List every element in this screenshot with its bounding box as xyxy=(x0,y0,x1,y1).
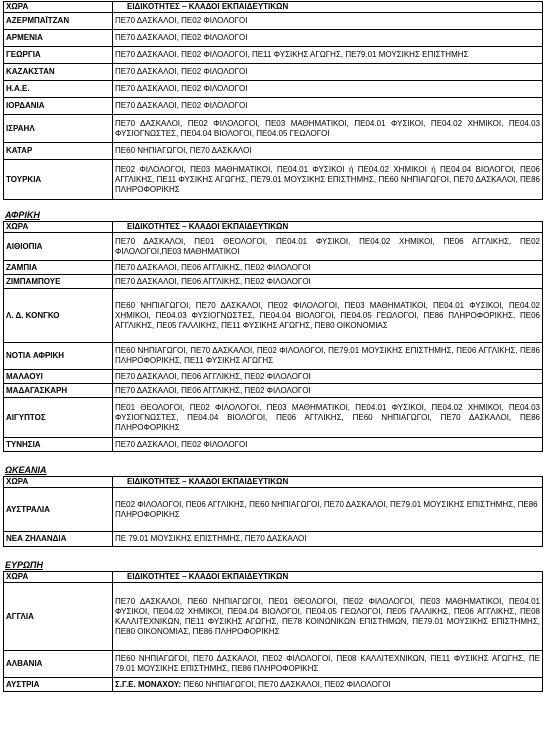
specialties-cell: ΠΕ02 ΦΙΛΟΛΟΓΟΙ, ΠΕ03 ΜΑΘΗΜΑΤΙΚΟΙ, ΠΕ04.01 ΦΥΣΙΚΟΙ ή ΠΕ04.02 ΧΗΜΙΚΟΙ ή ΠΕ04.04 ΒΙΟΛΟΓΟΙ, ΠΕ06 ΑΓΓΛΙΚΗΣ, ΠΕ11 ΦΥΣΙΚΗΣ ΑΓΩΓΗΣ, ΠΕ79.01 ΜΟΥΣΙΚΗΣ ΕΠΙΣΤΗΜΗΣ, ΠΕ60 ΝΗΠΙΑΓΩΓΟΙ, ΠΕ70 ΔΑΣΚΑΛΟΙ, ΠΕ86 ΠΛΗΡΟΦΟΡΙΚΗΣ xyxy=(113,160,543,200)
country-cell: ΑΥΣΤΡΙΑ xyxy=(4,678,113,692)
document-page xyxy=(3,1,543,692)
country-cell: ΝΕΑ ΖΗΛΑΝΔΙΑ xyxy=(4,532,113,547)
country-cell: ΖΑΜΠΙΑ xyxy=(4,261,113,275)
table-row xyxy=(4,532,543,547)
specialties-cell: ΠΕ01 ΘΕΟΛΟΓΟΙ, ΠΕ02 ΦΙΛΟΛΟΓΟΙ, ΠΕ03 ΜΑΘΗΜΑΤΙΚΟΙ, ΠΕ04.01 ΦΥΣΙΚΟΙ, ΠΕ04.02 ΧΗΜΙΚΟΙ, ΠΕ04.03 ΦΥΣΙΟΓΝΩΣΤΕΣ, ΠΕ04.04 ΒΙΟΛΟΓΟΙ, ΠΕ06 ΑΓΓΛΙΚΗΣ, ΠΕ60 ΝΗΠΙΑΓΩΓΟΙ, ΠΕ70 ΔΑΣΚΑΛΟΙ, ΠΕ86 ΠΛΗΡΟΦΟΡΙΚΗΣ xyxy=(113,398,543,438)
table-row xyxy=(4,651,543,678)
country-cell: ΜΑΛΑΟΥΙ xyxy=(4,370,113,384)
table-row xyxy=(4,398,543,438)
country-cell: ΜΑΔΑΓΑΣΚΑΡΗ xyxy=(4,384,113,398)
specialties-cell: ΠΕ70 ΔΑΣΚΑΛΟΙ, ΠΕ02 ΦΙΛΟΛΟΓΟΙ, ΠΕ11 ΦΥΣΙΚΗΣ ΑΓΩΓΗΣ, ΠΕ79.01 ΜΟΥΣΙΚΗΣ ΕΠΙΣΤΗΜΗΣ xyxy=(113,47,543,64)
country-cell: Λ. Δ. ΚΟΝΓΚΟ xyxy=(4,289,113,343)
country-cell: ΙΣΡΑΗΛ xyxy=(4,115,113,143)
specialties-cell: ΠΕ70 ΔΑΣΚΑΛΟΙ, ΠΕ02 ΦΙΛΟΛΟΓΟΙ xyxy=(113,81,543,98)
country-cell: ΑΙΘΙΟΠΙΑ xyxy=(4,233,113,261)
header-country: ΧΩΡΑ xyxy=(4,477,113,488)
specialties-cell: ΠΕ70 ΔΑΣΚΑΛΟΙ, ΠΕ02 ΦΙΛΟΛΟΓΟΙ xyxy=(113,30,543,47)
table-row xyxy=(4,261,543,275)
country-cell: ΤΟΥΡΚΙΑ xyxy=(4,160,113,200)
table-row xyxy=(4,143,543,160)
region-title-europe: ΕΥΡΩΠΗ xyxy=(5,560,43,570)
table-row xyxy=(4,488,543,532)
country-cell: ΑΖΕΡΜΠΑΪΤΖΑΝ xyxy=(4,13,113,30)
specialties-cell: ΠΕ 79.01 ΜΟΥΣΙΚΗΣ ΕΠΙΣΤΗΜΗΣ, ΠΕ70 ΔΑΣΚΑΛΟΙ xyxy=(113,532,543,547)
country-cell: ΓΕΩΡΓΙΑ xyxy=(4,47,113,64)
table-row xyxy=(4,64,543,81)
region-title-africa: ΑΦΡΙΚΗ xyxy=(5,210,40,220)
table-row xyxy=(4,384,543,398)
specialties-cell xyxy=(113,678,543,692)
header-specialties: ΕΙΔΙΚΟΤΗΤΕΣ – ΚΛΑΔΟΙ ΕΚΠΑΙΔΕΥΤΙΚΩΝ xyxy=(113,477,543,488)
specialties-table xyxy=(3,476,543,547)
table-row xyxy=(4,438,543,452)
country-cell: ΑΥΣΤΡΑΛΙΑ xyxy=(4,488,113,532)
table-row xyxy=(4,343,543,370)
specialties-table xyxy=(3,221,543,452)
table-header-row xyxy=(4,2,543,13)
table-row xyxy=(4,81,543,98)
specialties-cell: ΠΕ70 ΔΑΣΚΑΛΟΙ, ΠΕ06 ΑΓΓΛΙΚΗΣ, ΠΕ02 ΦΙΛΟΛΟΓΟΙ xyxy=(113,384,543,398)
table-row xyxy=(4,47,543,64)
specialties-cell: ΠΕ70 ΔΑΣΚΑΛΟΙ, ΠΕ02 ΦΙΛΟΛΟΓΟΙ xyxy=(113,438,543,452)
specialties-cell: ΠΕ60 ΝΗΠΙΑΓΩΓΟΙ, ΠΕ70 ΔΑΣΚΑΛΟΙ, ΠΕ02 ΦΙΛΟΛΟΓΟΙ, ΠΕ79.01 ΜΟΥΣΙΚΗΣ ΕΠΙΣΤΗΜΗΣ, ΠΕ06 ΑΓΓΛΙΚΗΣ, ΠΕ86 ΠΛΗΡΟΦΟΡΙΚΗΣ, ΠΕ11 ΦΥΣΙΚΗΣ ΑΓΩΓΗΣ xyxy=(113,343,543,370)
specialties-table xyxy=(3,1,543,200)
country-cell: ΙΟΡΔΑΝΙΑ xyxy=(4,98,113,115)
country-cell: ΑΓΓΛΙΑ xyxy=(4,583,113,651)
specialties-cell: ΠΕ70 ΔΑΣΚΑΛΟΙ, ΠΕ02 ΦΙΛΟΛΟΓΟΙ, ΠΕ03 ΜΑΘΗΜΑΤΙΚΟΙ, ΠΕ04.01 ΦΥΣΙΚΟΙ, ΠΕ04.02 ΧΗΜΙΚΟΙ, ΠΕ04.03 ΦΥΣΙΟΓΝΩΣΤΕΣ, ΠΕ04.04 ΒΙΟΛΟΓΟΙ, ΠΕ04.05 ΓΕΩΛΟΓΟΙ xyxy=(113,115,543,143)
header-specialties: ΕΙΔΙΚΟΤΗΤΕΣ – ΚΛΑΔΟΙ ΕΚΠΑΙΔΕΥΤΙΚΩΝ xyxy=(113,2,543,13)
specialties-text: ΠΕ60 ΝΗΠΙΑΓΩΓΟΙ, ΠΕ70 ΔΑΣΚΑΛΟΙ, ΠΕ02 ΦΙΛΟΛΟΓΟΙ xyxy=(181,679,391,689)
table-row xyxy=(4,678,543,692)
specialties-cell: ΠΕ70 ΔΑΣΚΑΛΟΙ, ΠΕ60 ΝΗΠΙΑΓΩΓΟΙ, ΠΕ01 ΘΕΟΛΟΓΟΙ, ΠΕ02 ΦΙΛΟΛΟΓΟΙ, ΠΕ03 ΜΑΘΗΜΑΤΙΚΟΙ, ΠΕ04.01 ΦΥΣΙΚΟΙ, ΠΕ04.02 ΧΗΜΙΚΟΙ, ΠΕ04.04 ΒΙΟΛΟΓΟΙ, ΠΕ04.05 ΓΕΩΛΟΓΟΙ, ΠΕ05 ΓΑΛΛΙΚΗΣ, ΠΕ06 ΑΓΓΛΙΚΗΣ, ΠΕ08 ΚΑΛΛΙΤΕΧΝΙΚΩΝ, ΠΕ11 ΦΥΣΙΚΗΣ ΑΓΩΓΗΣ, ΠΕ78 ΚΟΙΝΩΝΙΚΩΝ ΕΠΙΣΤΗΜΩΝ, ΠΕ79.01 ΜΟΥΣΙΚΗΣ ΕΠΙΣΤΗΜΗΣ, ΠΕ80 ΟΙΚΟΝΟΜΙΑΣ, ΠΕ86 ΠΛΗΡΟΦΟΡΙΚΗΣ xyxy=(113,583,543,651)
table-header-row xyxy=(4,572,543,583)
region-title-oceania: ΩΚΕΑΝΙΑ xyxy=(5,465,47,475)
table-row xyxy=(4,30,543,47)
header-specialties: ΕΙΔΙΚΟΤΗΤΕΣ – ΚΛΑΔΟΙ ΕΚΠΑΙΔΕΥΤΙΚΩΝ xyxy=(113,572,543,583)
country-cell: ΝΟΤΙΑ ΑΦΡΙΚΗ xyxy=(4,343,113,370)
country-cell: ΚΑΤΑΡ xyxy=(4,143,113,160)
header-country: ΧΩΡΑ xyxy=(4,2,113,13)
table-row xyxy=(4,115,543,143)
table-row xyxy=(4,98,543,115)
specialties-cell: ΠΕ60 ΝΗΠΙΑΓΩΓΟΙ, ΠΕ70 ΔΑΣΚΑΛΟΙ, ΠΕ02 ΦΙΛΟΛΟΓΟΙ, ΠΕ08 ΚΑΛΛΙΤΕΧΝΙΚΩΝ, ΠΕ11 ΦΥΣΙΚΗΣ ΑΓΩΓΗΣ, ΠΕ 79.01 ΜΟΥΣΙΚΗΣ ΕΠΙΣΤΗΜΗΣ, ΠΕ86 ΠΛΗΡΟΦΟΡΙΚΗΣ xyxy=(113,651,543,678)
country-cell: ΑΡΜΕΝΙΑ xyxy=(4,30,113,47)
table-row xyxy=(4,583,543,651)
specialties-table xyxy=(3,571,543,692)
table-row xyxy=(4,289,543,343)
specialties-cell: ΠΕ60 ΝΗΠΙΑΓΩΓΟΙ, ΠΕ70 ΔΑΣΚΑΛΟΙ xyxy=(113,143,543,160)
header-country: ΧΩΡΑ xyxy=(4,222,113,233)
specialties-cell: ΠΕ70 ΔΑΣΚΑΛΟΙ, ΠΕ06 ΑΓΓΛΙΚΗΣ, ΠΕ02 ΦΙΛΟΛΟΓΟΙ xyxy=(113,261,543,275)
school-name: Σ.Γ.Ε. ΜΟΝΑΧΟΥ: xyxy=(115,679,182,689)
table-row xyxy=(4,13,543,30)
table-row xyxy=(4,370,543,384)
specialties-cell: ΠΕ02 ΦΙΛΟΛΟΓΟΙ, ΠΕ06 ΑΓΓΛΙΚΗΣ, ΠΕ60 ΝΗΠΙΑΓΩΓΟΙ, ΠΕ70 ΔΑΣΚΑΛΟΙ, ΠΕ79.01 ΜΟΥΣΙΚΗΣ ΕΠΙΣΤΗΜΗΣ, ΠΕ86 ΠΛΗΡΟΦΟΡΙΚΗΣ xyxy=(113,488,543,532)
specialties-cell: ΠΕ70 ΔΑΣΚΑΛΟΙ, ΠΕ01 ΘΕΟΛΟΓΟΙ, ΠΕ04.01 ΦΥΣΙΚΟΙ, ΠΕ04.02 ΧΗΜΙΚΟΙ, ΠΕ06 ΑΓΓΛΙΚΗΣ, ΠΕ02 ΦΙΛΟΛΟΓΟΙ,ΠΕ03 ΜΑΘΗΜΑΤΙΚΟΙ xyxy=(113,233,543,261)
specialties-cell: ΠΕ70 ΔΑΣΚΑΛΟΙ, ΠΕ02 ΦΙΛΟΛΟΓΟΙ xyxy=(113,13,543,30)
specialties-cell: ΠΕ60 ΝΗΠΙΑΓΩΓΟΙ, ΠΕ70 ΔΑΣΚΑΛΟΙ, ΠΕ02 ΦΙΛΟΛΟΓΟΙ, ΠΕ03 ΜΑΘΗΜΑΤΙΚΟΙ, ΠΕ04.01 ΦΥΣΙΚΟΙ, ΠΕ04.02 ΧΗΜΙΚΟΙ, ΠΕ04.03 ΦΥΣΙΟΓΝΩΣΤΕΣ, ΠΕ04.04 ΒΙΟΛΟΓΟΙ, ΠΕ04.05 ΓΕΩΛΟΓΟΙ, ΠΕ86 ΠΛΗΡΟΦΟΡΙΚΗΣ, ΠΕ06 ΑΓΓΛΙΚΗΣ, ΠΕ05 ΓΑΛΛΙΚΗΣ, ΠΕ11 ΦΥΣΙΚΗΣ ΑΓΩΓΗΣ, ΠΕ80 ΟΙΚΟΝΟΜΙΑΣ xyxy=(113,289,543,343)
table-row xyxy=(4,275,543,289)
country-cell: ΚΑΖΑΚΣΤΑΝ xyxy=(4,64,113,81)
specialties-cell: ΠΕ70 ΔΑΣΚΑΛΟΙ, ΠΕ02 ΦΙΛΟΛΟΓΟΙ xyxy=(113,98,543,115)
specialties-cell: ΠΕ70 ΔΑΣΚΑΛΟΙ, ΠΕ06 ΑΓΓΛΙΚΗΣ, ΠΕ02 ΦΙΛΟΛΟΓΟΙ xyxy=(113,370,543,384)
header-specialties: ΕΙΔΙΚΟΤΗΤΕΣ – ΚΛΑΔΟΙ ΕΚΠΑΙΔΕΥΤΙΚΩΝ xyxy=(113,222,543,233)
specialties-cell: ΠΕ70 ΔΑΣΚΑΛΟΙ, ΠΕ06 ΑΓΓΛΙΚΗΣ, ΠΕ02 ΦΙΛΟΛΟΓΟΙ xyxy=(113,275,543,289)
specialties-cell: ΠΕ70 ΔΑΣΚΑΛΟΙ, ΠΕ02 ΦΙΛΟΛΟΓΟΙ xyxy=(113,64,543,81)
country-cell: ΖΙΜΠΑΜΠΟΥΕ xyxy=(4,275,113,289)
header-country: ΧΩΡΑ xyxy=(4,572,113,583)
country-cell: ΑΙΓΥΠΤΟΣ xyxy=(4,398,113,438)
table-row xyxy=(4,160,543,200)
country-cell: Η.Α.Ε. xyxy=(4,81,113,98)
table-row xyxy=(4,233,543,261)
country-cell: ΤΥΝΗΣΙΑ xyxy=(4,438,113,452)
country-cell: ΑΛΒΑΝΙΑ xyxy=(4,651,113,678)
table-header-row xyxy=(4,477,543,488)
table-header-row xyxy=(4,222,543,233)
